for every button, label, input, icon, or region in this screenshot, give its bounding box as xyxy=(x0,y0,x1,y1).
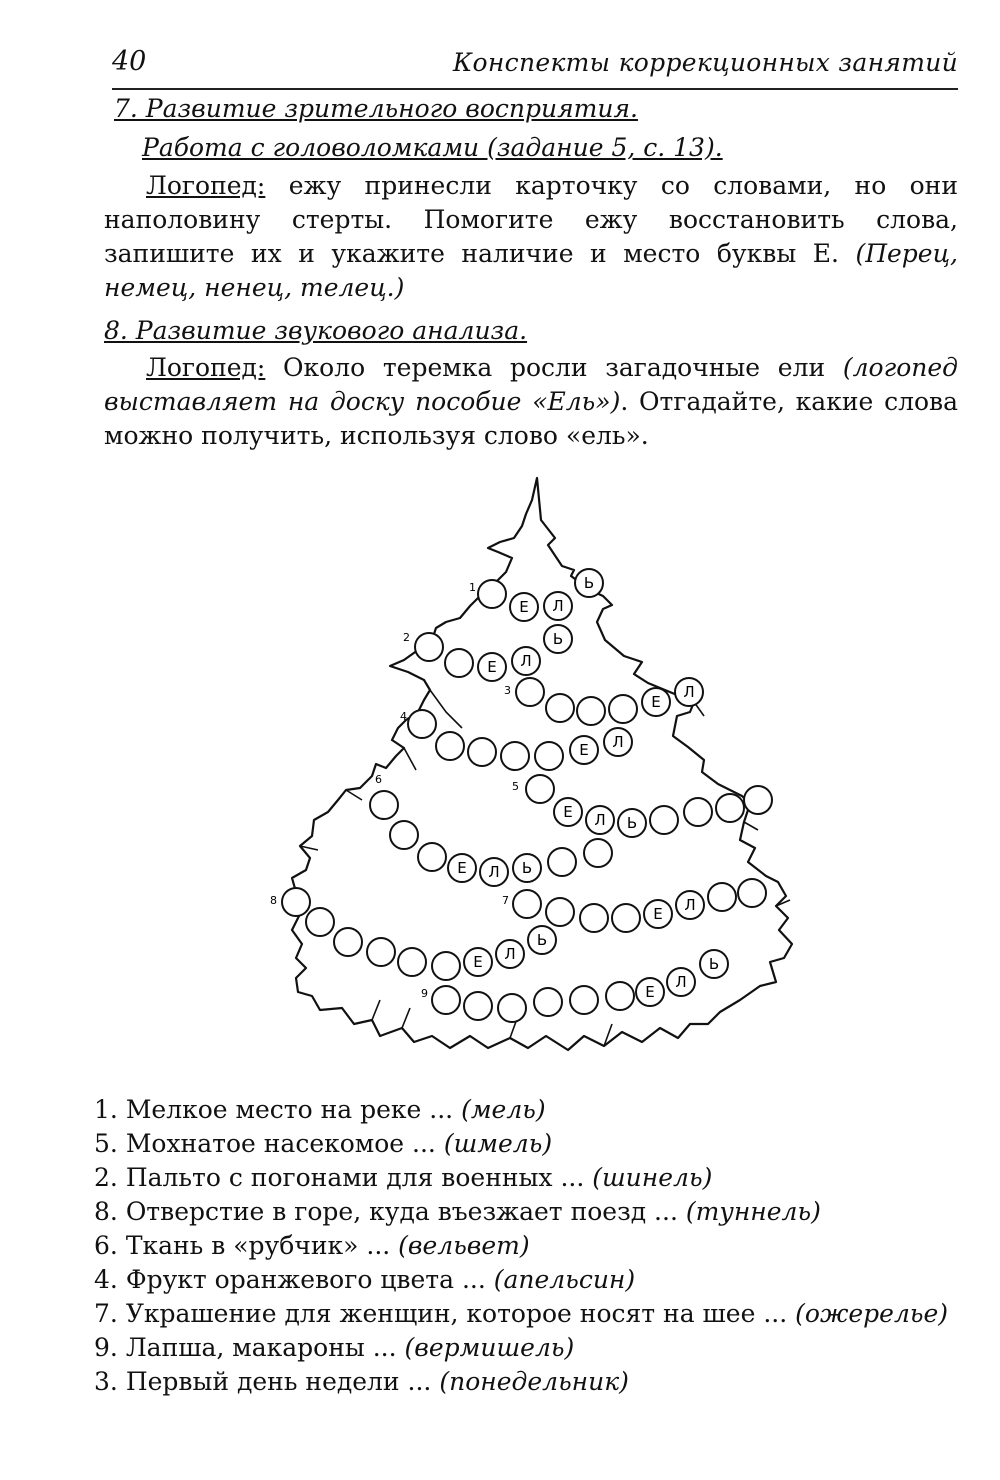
answer-clue: Украшение для женщин, которое носят на шее ... xyxy=(125,1299,788,1328)
chain-number: 5 xyxy=(512,780,519,793)
bead-chains xyxy=(270,569,772,1022)
answer-clue: Ткань в «рубчик» ... xyxy=(125,1231,391,1260)
answer-word: (вельвет) xyxy=(398,1231,530,1260)
answer-number: 9. xyxy=(94,1333,118,1362)
answer-word: (мель) xyxy=(461,1095,546,1124)
bead xyxy=(708,883,736,911)
bead-letter: Ь xyxy=(626,814,638,832)
bead-letter: Е xyxy=(651,693,661,711)
bead-letter: Л xyxy=(552,597,564,615)
bead xyxy=(432,952,460,980)
section-7-title: 7. Развитие зрительного восприятия. xyxy=(114,94,638,123)
answer-item xyxy=(94,1365,948,1399)
bead-letter: Л xyxy=(488,863,500,881)
answer-clue: Мохнатое насекомое ... xyxy=(125,1129,436,1158)
chain-number: 8 xyxy=(270,894,277,907)
answer-word: (ожерелье) xyxy=(795,1299,949,1328)
bead-chain xyxy=(512,775,772,837)
bead-letter: Л xyxy=(683,683,695,701)
bead-letter: Е xyxy=(473,953,483,971)
running-title: Конспекты коррекционных занятий xyxy=(452,48,958,77)
bead xyxy=(398,948,426,976)
bead xyxy=(650,806,678,834)
bead xyxy=(306,908,334,936)
bead xyxy=(513,890,541,918)
answer-word: (вермишель) xyxy=(404,1333,575,1362)
bead-letter: Л xyxy=(675,973,687,991)
answer-number: 4. xyxy=(94,1265,118,1294)
bead-letter: Е xyxy=(519,598,529,616)
section-8-note: (логопед выставляет на доску пособие «Ель») xyxy=(104,353,958,416)
bead xyxy=(535,742,563,770)
bead xyxy=(738,879,766,907)
section-8-text-1: Около теремка росли загадочные ели xyxy=(265,353,843,382)
bead xyxy=(445,649,473,677)
bead xyxy=(534,988,562,1016)
answer-item xyxy=(94,1195,948,1229)
answer-word: (понедельник) xyxy=(439,1367,629,1396)
answer-number: 6. xyxy=(94,1231,118,1260)
bead-letter: Е xyxy=(579,741,589,759)
bead-letter: Е xyxy=(487,658,497,676)
answer-word: (шинель) xyxy=(592,1163,713,1192)
bead xyxy=(606,982,634,1010)
answer-item xyxy=(94,1263,948,1297)
bead xyxy=(282,888,310,916)
bead xyxy=(390,821,418,849)
answer-item xyxy=(94,1297,948,1331)
answer-number: 8. xyxy=(94,1197,118,1226)
bead xyxy=(464,992,492,1020)
bead xyxy=(408,710,436,738)
answer-number: 1. xyxy=(94,1095,118,1124)
answer-clue: Отверстие в горе, куда въезжает поезд ... xyxy=(125,1197,678,1226)
bead xyxy=(546,898,574,926)
bead xyxy=(548,848,576,876)
answer-item xyxy=(94,1127,948,1161)
chain-number: 6 xyxy=(375,773,382,786)
bead-chain xyxy=(469,569,603,621)
answer-item xyxy=(94,1331,948,1365)
chain-number: 3 xyxy=(504,684,511,697)
bead xyxy=(609,695,637,723)
bead xyxy=(478,580,506,608)
bead xyxy=(526,775,554,803)
bead xyxy=(370,791,398,819)
bead-chain xyxy=(504,678,703,725)
chain-number: 7 xyxy=(502,894,509,907)
bead-letter: Л xyxy=(594,811,606,829)
bead xyxy=(570,986,598,1014)
bead-letter: Л xyxy=(684,896,696,914)
fir-tree-illustration xyxy=(250,470,810,1070)
bead xyxy=(432,986,460,1014)
bead-letter: Л xyxy=(520,652,532,670)
bead xyxy=(612,904,640,932)
chain-number: 1 xyxy=(469,581,476,594)
answer-clue: Пальто с погонами для военных ... xyxy=(125,1163,585,1192)
bead-letter: Ь xyxy=(536,931,548,949)
bead xyxy=(584,839,612,867)
answer-word: (шмель) xyxy=(443,1129,553,1158)
answer-clue: Лапша, макароны ... xyxy=(125,1333,397,1362)
bead xyxy=(744,786,772,814)
answer-item xyxy=(94,1229,948,1263)
answer-clue: Мелкое место на реке ... xyxy=(125,1095,454,1124)
bead xyxy=(334,928,362,956)
page-number: 40 xyxy=(112,46,147,77)
bead xyxy=(577,697,605,725)
answer-word: (апельсин) xyxy=(493,1265,636,1294)
section-8-paragraph xyxy=(104,351,958,453)
answer-clue: Фрукт оранжевого цвета ... xyxy=(125,1265,486,1294)
section-7-paragraph xyxy=(104,169,958,305)
bead-chain xyxy=(370,773,612,886)
bead xyxy=(501,742,529,770)
bead-chain xyxy=(403,625,572,681)
speaker-label: Логопед: xyxy=(146,353,266,382)
section-7-answer: (Перец, немец, ненец, телец.) xyxy=(104,239,958,302)
chain-number: 2 xyxy=(403,631,410,644)
bead-letter: Ь xyxy=(521,859,533,877)
answer-number: 2. xyxy=(94,1163,118,1192)
bead-letter: Л xyxy=(612,733,624,751)
chain-number: 4 xyxy=(400,710,407,723)
bead-letter: Е xyxy=(457,859,467,877)
bead xyxy=(415,633,443,661)
bead-letter: Ь xyxy=(552,630,564,648)
bead xyxy=(418,843,446,871)
bead-chain xyxy=(502,879,766,932)
answer-word: (туннель) xyxy=(685,1197,821,1226)
bead-letter: Ь xyxy=(708,955,720,973)
bead-letter: Е xyxy=(653,905,663,923)
answer-number: 7. xyxy=(94,1299,118,1328)
speaker-label: Логопед: xyxy=(146,171,266,200)
answer-item xyxy=(94,1093,948,1127)
answer-clue: Первый день недели ... xyxy=(125,1367,432,1396)
bead xyxy=(716,794,744,822)
bead-letter: Л xyxy=(504,945,516,963)
section-7-text: ежу принесли карточку со словами, но они наполовину стерты. Помогите ежу восстановить слова, запишите их и укажите наличие и место буквы Е. xyxy=(104,171,958,268)
bead-letter: Ь xyxy=(583,574,595,592)
bead xyxy=(468,738,496,766)
section-8-title: 8. Развитие звукового анализа. xyxy=(104,316,528,345)
bead xyxy=(580,904,608,932)
section-8-text-2: . Отгадайте, какие слова можно получить, используя слово «ель». xyxy=(104,387,958,450)
section-7-subtitle: Работа с головоломками (задание 5, с. 13). xyxy=(142,133,723,162)
answer-item xyxy=(94,1161,948,1195)
page-header xyxy=(112,42,958,90)
answer-number: 3. xyxy=(94,1367,118,1396)
bead xyxy=(436,732,464,760)
bead-letter: Е xyxy=(563,803,573,821)
bead xyxy=(516,678,544,706)
answer-list xyxy=(94,1093,948,1399)
bead-letter: Е xyxy=(645,983,655,1001)
bead xyxy=(684,798,712,826)
bead xyxy=(546,694,574,722)
bead xyxy=(498,994,526,1022)
answer-number: 5. xyxy=(94,1129,118,1158)
chain-number: 9 xyxy=(421,987,428,1000)
bead xyxy=(367,938,395,966)
